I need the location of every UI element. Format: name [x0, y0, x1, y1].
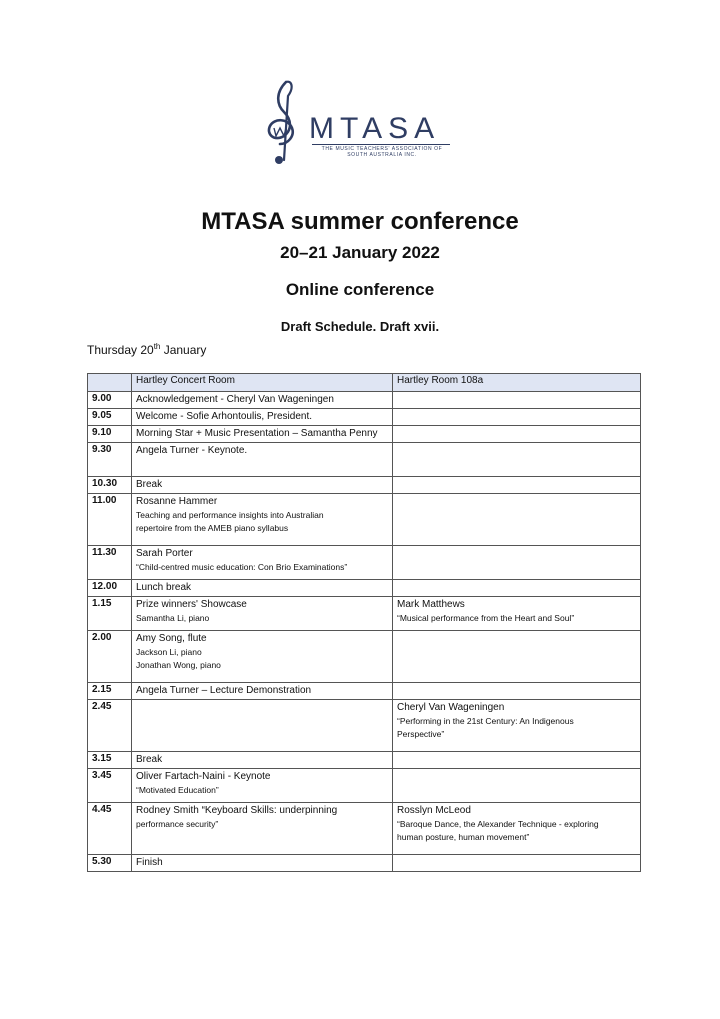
table-row	[88, 546, 641, 580]
table-row	[88, 443, 641, 477]
header-hartley-room-108a: Hartley Room 108a	[393, 374, 641, 392]
session-title: Cheryl Van Wageningen	[397, 702, 505, 713]
table-row	[88, 803, 641, 855]
session-title: Prize winners' Showcase	[136, 599, 247, 610]
session-time: 9.05	[88, 409, 132, 426]
concert-room-cell	[132, 546, 393, 580]
table-row	[88, 392, 641, 409]
concert-room-cell	[132, 443, 393, 477]
session-title: Lunch break	[136, 582, 192, 593]
session-time: 1.15	[88, 597, 132, 631]
session-title: Acknowledgement - Cheryl Van Wageningen	[136, 394, 334, 405]
room-108a-cell	[393, 477, 641, 494]
session-title: Rosslyn McLeod	[397, 805, 471, 816]
session-time: 4.45	[88, 803, 132, 855]
concert-room-cell	[132, 597, 393, 631]
room-108a-cell	[393, 494, 641, 546]
table-row	[88, 855, 641, 872]
session-time: 2.15	[88, 683, 132, 700]
conference-title: MTASA summer conference	[201, 208, 519, 235]
session-time: 9.00	[88, 392, 132, 409]
header-hartley-concert-room: Hartley Concert Room	[132, 374, 393, 392]
room-108a-cell	[393, 769, 641, 803]
session-time: 11.30	[88, 546, 132, 580]
concert-room-cell	[132, 580, 393, 597]
concert-room-cell	[132, 631, 393, 683]
mtasa-logo	[262, 78, 462, 168]
concert-room-cell	[132, 409, 393, 426]
room-108a-cell	[393, 580, 641, 597]
room-108a-cell	[393, 700, 641, 752]
session-title: Sarah Porter	[136, 548, 193, 559]
day-label-suffix: th	[153, 342, 161, 351]
session-detail: repertoire from the AMEB piano syllabus	[136, 523, 289, 533]
conference-format: Online conference	[285, 280, 435, 299]
session-time: 12.00	[88, 580, 132, 597]
concert-room-cell	[132, 752, 393, 769]
session-detail: “Musical performance from the Heart and Soul”	[397, 613, 575, 623]
session-detail: Jonathan Wong, piano	[136, 660, 221, 670]
table-row	[88, 409, 641, 426]
room-108a-cell	[393, 855, 641, 872]
table-row	[88, 631, 641, 683]
session-detail: “Performing in the 21st Century: An Indigenous	[397, 716, 574, 726]
session-time: 5.30	[88, 855, 132, 872]
room-108a-cell	[393, 409, 641, 426]
table-row	[88, 700, 641, 752]
session-title: Angela Turner – Lecture Demonstration	[136, 685, 312, 696]
room-108a-cell	[393, 631, 641, 683]
day-label	[87, 342, 206, 357]
room-108a-cell	[393, 803, 641, 855]
session-detail: “Motivated Education”	[136, 785, 219, 795]
table-row	[88, 597, 641, 631]
session-title: Angela Turner - Keynote.	[136, 445, 248, 456]
session-title: Finish	[136, 857, 163, 868]
concert-room-cell	[132, 803, 393, 855]
session-title: Morning Star + Music Presentation – Samantha Penny	[136, 428, 378, 439]
room-108a-cell	[393, 683, 641, 700]
session-title: Break	[136, 479, 163, 490]
session-title: Welcome - Sofie Arhontoulis, President.	[136, 411, 313, 422]
session-title: Rodney Smith “Keyboard Skills: underpinning	[136, 805, 338, 816]
session-detail: “Baroque Dance, the Alexander Technique - exploring	[397, 819, 599, 829]
room-108a-cell	[393, 546, 641, 580]
table-row	[88, 477, 641, 494]
concert-room-cell	[132, 700, 393, 752]
concert-room-cell	[132, 392, 393, 409]
session-time: 9.10	[88, 426, 132, 443]
table-row	[88, 683, 641, 700]
session-detail: Teaching and performance insights into Australian	[136, 510, 324, 520]
session-title: Rosanne Hammer	[136, 496, 218, 507]
room-108a-cell	[393, 443, 641, 477]
room-108a-cell	[393, 752, 641, 769]
session-time: 3.15	[88, 752, 132, 769]
table-row	[88, 580, 641, 597]
session-detail: human posture, human movement”	[397, 832, 530, 842]
table-row	[88, 769, 641, 803]
table-row	[88, 494, 641, 546]
draft-label: Draft Schedule. Draft xvii.	[280, 319, 440, 334]
session-time: 3.45	[88, 769, 132, 803]
session-time: 11.00	[88, 494, 132, 546]
treble-clef-icon	[262, 78, 306, 168]
day-label-text: Thursday 20	[87, 343, 154, 357]
session-detail: Jackson Li, piano	[136, 647, 202, 657]
logo-divider	[312, 144, 450, 145]
logo-wordmark: MTASA	[309, 112, 441, 145]
session-time: 2.45	[88, 700, 132, 752]
room-108a-cell	[393, 597, 641, 631]
table-row	[88, 426, 641, 443]
concert-room-cell	[132, 769, 393, 803]
room-108a-cell	[393, 392, 641, 409]
concert-room-cell	[132, 426, 393, 443]
session-detail: Samantha Li, piano	[136, 613, 210, 623]
session-title: Mark Matthews	[397, 599, 465, 610]
session-time: 2.00	[88, 631, 132, 683]
conference-dates: 20–21 January 2022	[280, 243, 440, 262]
session-time: 10.30	[88, 477, 132, 494]
concert-room-cell	[132, 477, 393, 494]
header-time	[88, 374, 132, 392]
concert-room-cell	[132, 494, 393, 546]
table-row	[88, 752, 641, 769]
day-label-month: January	[160, 343, 207, 357]
session-detail: “Child-centred music education: Con Brio Examinations”	[136, 562, 348, 572]
session-title: Oliver Fartach-Naini - Keynote	[136, 771, 271, 782]
concert-room-cell	[132, 683, 393, 700]
table-header-row	[88, 374, 641, 392]
session-title: Break	[136, 754, 163, 765]
session-title: Amy Song, flute	[136, 633, 207, 644]
room-108a-cell	[393, 426, 641, 443]
session-time: 9.30	[88, 443, 132, 477]
session-detail: Perspective”	[397, 729, 445, 739]
concert-room-cell	[132, 855, 393, 872]
schedule-table	[87, 373, 641, 872]
session-detail: performance security”	[136, 819, 219, 829]
logo-tagline: THE MUSIC TEACHERS' ASSOCIATION OF SOUTH AUSTRALIA INC.	[321, 146, 443, 158]
